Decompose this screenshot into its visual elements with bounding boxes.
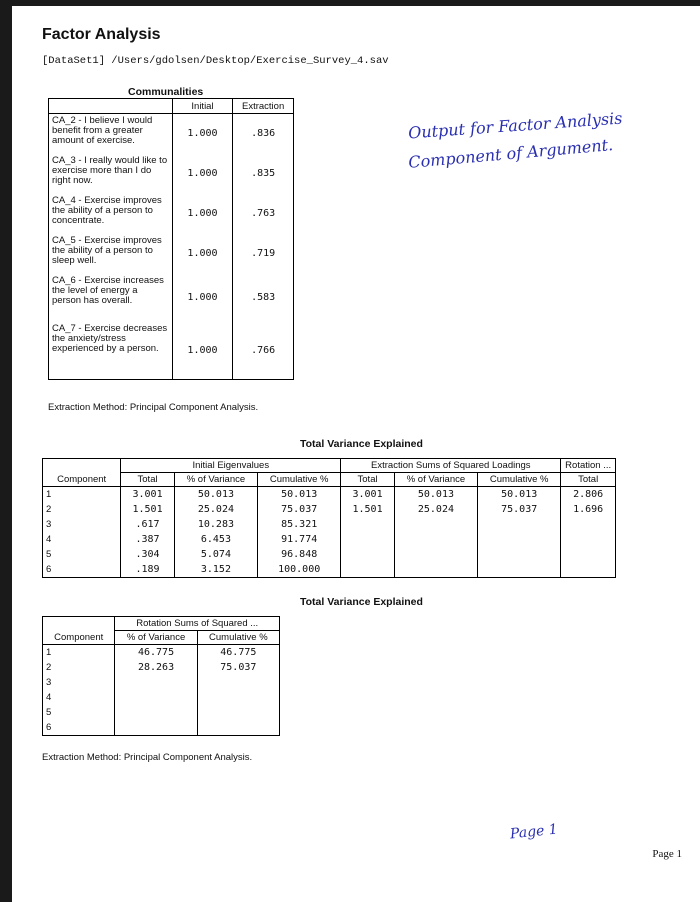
initial-cum: 100.000 (258, 562, 341, 578)
document-page (12, 6, 700, 902)
col-pct-2: % of Variance (115, 631, 197, 645)
communality-extraction: .766 (251, 344, 276, 356)
group-extraction-sums: Extraction Sums of Squared Loadings (341, 459, 561, 473)
extraction-total: 1.501 (341, 502, 395, 517)
extraction-pct (394, 517, 477, 532)
group-rotation: Rotation ... (561, 459, 616, 473)
communality-label: CA_2 - I believe I would benefit from a greater amount of exercise. (49, 114, 173, 154)
initial-pct: 10.283 (174, 517, 257, 532)
page-number: Page 1 (652, 848, 682, 860)
extraction-cum (478, 532, 561, 547)
component-number: 1 (46, 647, 52, 658)
extraction-cum: 50.013 (478, 487, 561, 503)
extraction-total (341, 532, 395, 547)
handwritten-page-mark: Page 1 (509, 821, 559, 843)
rotation-total: 2.806 (561, 487, 616, 503)
extraction-pct: 50.013 (394, 487, 477, 503)
extraction-pct (394, 562, 477, 578)
component-number: 4 (46, 534, 52, 545)
extraction-total: 3.001 (341, 487, 395, 503)
component-number: 4 (46, 692, 52, 703)
communality-extraction: .763 (251, 208, 276, 219)
extraction-pct (394, 532, 477, 547)
component-number: 5 (46, 707, 52, 718)
initial-cum: 91.774 (258, 532, 341, 547)
rotation-row (43, 660, 280, 675)
rotation-row (43, 705, 280, 720)
initial-pct: 25.024 (174, 502, 257, 517)
extraction-pct: 25.024 (394, 502, 477, 517)
rotation-cum (197, 675, 279, 690)
rotation-cum: 46.775 (197, 645, 279, 661)
extraction-total (341, 562, 395, 578)
col-total: Total (121, 473, 175, 487)
communality-label: CA_5 - Exercise improves the ability of a person to sleep well. (49, 234, 173, 274)
communality-extraction: .836 (251, 128, 276, 140)
group-initial-eigenvalues: Initial Eigenvalues (121, 459, 341, 473)
col-ext-cum: Cumulative % (478, 473, 561, 487)
rotation-total (561, 562, 616, 578)
rotation-total: 1.696 (561, 502, 616, 517)
extraction-total (341, 547, 395, 562)
variance-table-2 (42, 616, 280, 736)
initial-total: 3.001 (121, 487, 175, 503)
communality-initial: 1.000 (172, 194, 233, 234)
communality-initial: 1.000 (172, 234, 233, 274)
communality-row (49, 274, 294, 322)
variance-row (43, 502, 616, 517)
initial-cum: 75.037 (258, 502, 341, 517)
communality-row (49, 234, 294, 274)
variance-row (43, 487, 616, 503)
col-cum: Cumulative % (258, 473, 341, 487)
component-number: 2 (46, 662, 52, 673)
communality-extraction: .835 (251, 168, 276, 179)
variance-row (43, 547, 616, 562)
component-number: 3 (46, 519, 52, 530)
col-ext-pct: % of Variance (394, 473, 477, 487)
extraction-cum (478, 517, 561, 532)
initial-total: .304 (121, 547, 175, 562)
communality-initial: 1.000 (172, 154, 233, 194)
initial-total: 1.501 (121, 502, 175, 517)
rotation-total (561, 532, 616, 547)
rotation-pct (115, 690, 197, 705)
extraction-cum (478, 562, 561, 578)
variance-table-1 (42, 458, 616, 578)
component-number: 5 (46, 549, 52, 560)
component-number: 6 (46, 564, 52, 575)
col-rot-total: Total (561, 473, 616, 487)
rotation-row (43, 675, 280, 690)
col-cum-2: Cumulative % (197, 631, 279, 645)
rotation-row (43, 720, 280, 736)
dataset-path: [DataSet1] /Users/gdolsen/Desktop/Exercise_Survey_4.sav (42, 55, 389, 67)
communality-row (49, 194, 294, 234)
initial-pct: 3.152 (174, 562, 257, 578)
tve2-footnote: Extraction Method: Principal Component Analysis. (42, 752, 253, 763)
initial-cum: 96.848 (258, 547, 341, 562)
initial-cum: 50.013 (258, 487, 341, 503)
rotation-cum: 75.037 (197, 660, 279, 675)
initial-pct: 5.074 (174, 547, 257, 562)
communality-extraction: .583 (251, 292, 276, 303)
tve1-title: Total Variance Explained (300, 438, 423, 450)
extraction-cum: 75.037 (478, 502, 561, 517)
variance-row (43, 562, 616, 578)
rotation-total (561, 547, 616, 562)
col-pct: % of Variance (174, 473, 257, 487)
rotation-total (561, 517, 616, 532)
initial-total: .189 (121, 562, 175, 578)
communality-label: CA_6 - Exercise increases the level of energy a person has overall. (49, 274, 173, 322)
col-initial: Initial (172, 99, 233, 114)
communality-row (49, 322, 294, 380)
communalities-footnote: Extraction Method: Principal Component Analysis. (48, 402, 259, 413)
rotation-pct: 28.263 (115, 660, 197, 675)
component-number: 3 (46, 677, 52, 688)
col-component-2: Component (43, 631, 115, 645)
rotation-row (43, 690, 280, 705)
initial-total: .387 (121, 532, 175, 547)
extraction-cum (478, 547, 561, 562)
initial-pct: 50.013 (174, 487, 257, 503)
component-number: 6 (46, 722, 52, 733)
col-ext-total: Total (341, 473, 395, 487)
communality-extraction: .719 (251, 248, 276, 259)
communality-label: CA_4 - Exercise improves the ability of a person to concentrate. (49, 194, 173, 234)
communalities-title: Communalities (128, 86, 204, 98)
communality-row (49, 114, 294, 154)
component-number: 1 (46, 489, 52, 500)
rotation-pct (115, 720, 197, 736)
rotation-row (43, 645, 280, 661)
initial-cum: 85.321 (258, 517, 341, 532)
rotation-cum (197, 705, 279, 720)
initial-pct: 6.453 (174, 532, 257, 547)
initial-total: .617 (121, 517, 175, 532)
communality-initial: 1.000 (172, 322, 233, 380)
communality-label: CA_7 - Exercise decreases the anxiety/stress experienced by a person. (49, 322, 173, 380)
page-title: Factor Analysis (42, 26, 161, 43)
group-rotation-sums: Rotation Sums of Squared ... (115, 617, 280, 631)
handwritten-note-line1: Output for Factor Analysis (407, 108, 624, 143)
extraction-total (341, 517, 395, 532)
col-extraction: Extraction (233, 99, 294, 114)
communalities-table (48, 98, 294, 380)
variance-row (43, 532, 616, 547)
communality-initial: 1.000 (172, 274, 233, 322)
rotation-pct (115, 705, 197, 720)
variance-row (43, 517, 616, 532)
tve2-title: Total Variance Explained (300, 596, 423, 608)
extraction-pct (394, 547, 477, 562)
rotation-pct: 46.775 (115, 645, 197, 661)
communality-row (49, 154, 294, 194)
component-number: 2 (46, 504, 52, 515)
rotation-cum (197, 690, 279, 705)
rotation-cum (197, 720, 279, 736)
rotation-pct (115, 675, 197, 690)
communality-label: CA_3 - I really would like to exercise more than I do right now. (49, 154, 173, 194)
communality-initial: 1.000 (172, 114, 233, 154)
handwritten-note-line2: Component of Argument. (407, 135, 614, 172)
col-component: Component (43, 473, 121, 487)
